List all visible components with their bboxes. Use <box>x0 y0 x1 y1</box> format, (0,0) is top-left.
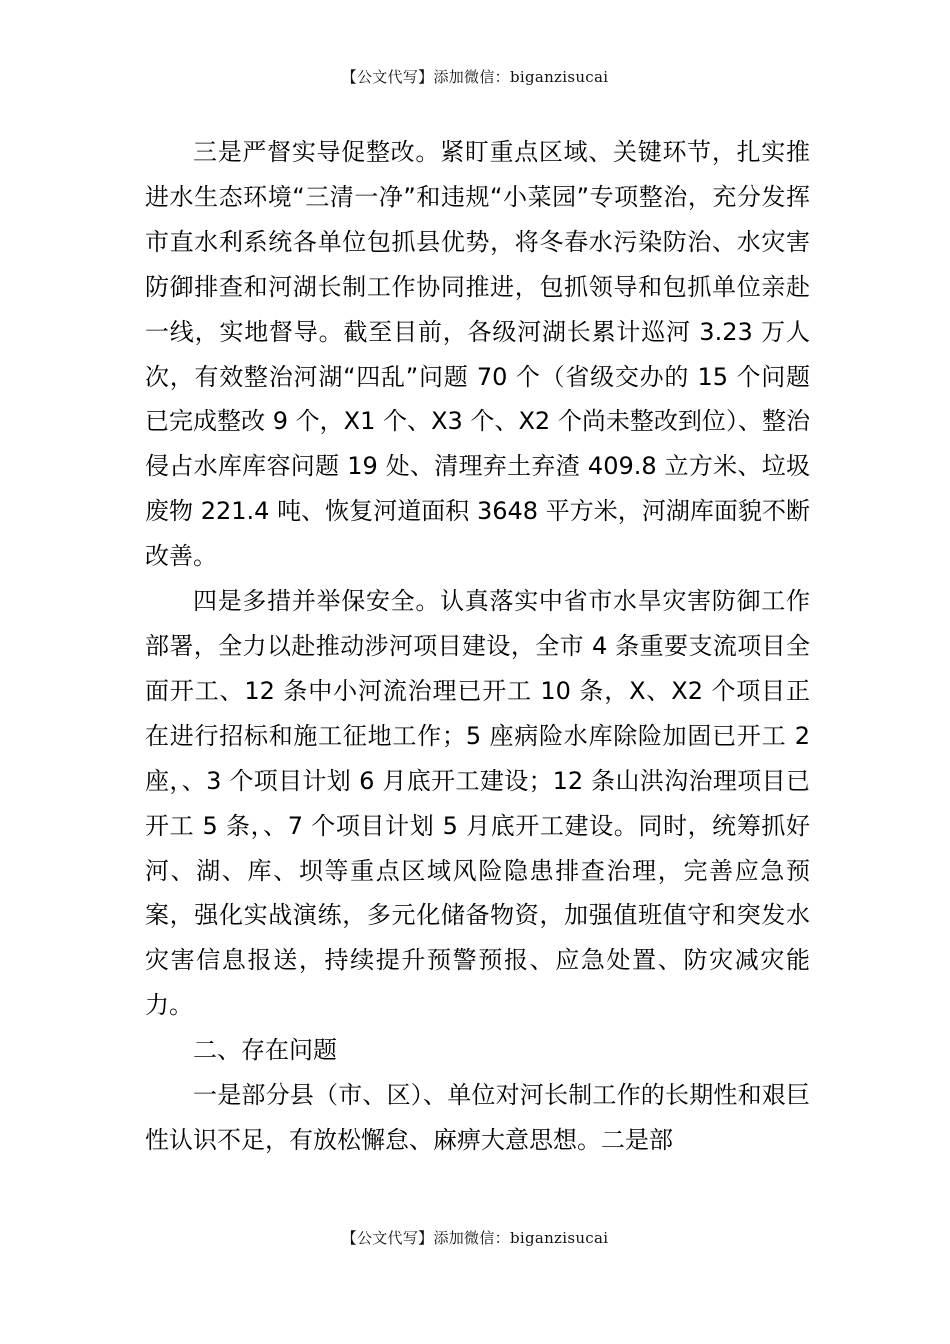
paragraph-section-3: 三是严督实导促整改。紧盯重点区域、关键环节，扎实推进水生态环境“三清一净”和违规“小菜园”专项整治，充分发挥市直水利系统各单位包抓县优势，将冬春水污染防治、水灾害防御排查和河湖长制工作协同推进，包抓领导和包抓单位亲赴一线，实地督导。截至目前，各级河湖长累计巡河 3.23 万人次，有效整治河湖“四乱”问题 70 个（省级交办的 15 个问题已完成整改 9 个，X1 个、X3 个、X2 个尚未整改到位）、整治侵占水库库容问题 19 处、清理弃土弃渣 409.8 立方米、垃圾废物 221.4 吨、恢复河道面积 3648 平方米，河湖库面貌不断改善。 <box>145 138 810 571</box>
page-footer: 【公文代写】添加微信：biganzisucai <box>341 1229 609 1247</box>
paragraph-section-4: 四是多措并举保安全。认真落实中省市水旱灾害防御工作部署，全力以赴推动涉河项目建设，全市 4 条重要支流项目全面开工、12 条中小河流治理已开工 10 条，X、X2 个项目正在进行招标和施工征地工作；5 座病险水库除险加固已开工 2 座，、3 个项目计划 6 月底开工建设；12 条山洪沟治理项目已开工 5 条，、7 个项目计划 5 月底开工建设。同时，统筹抓好河、湖、库、坝等重点区域风险隐患排查治理，完善应急预案，强化实战演练，多元化储备物资，加强值班值守和突发水灾害信息报送，持续提升预警预报、应急处置、防灾减灾能力。 <box>145 587 810 1020</box>
heading-existing-problems: 二、存在问题 <box>193 1036 337 1065</box>
document-body <box>145 130 810 1163</box>
page-header: 【公文代写】添加微信：biganzisucai <box>341 68 609 86</box>
paragraph-problems: 一是部分县（市、区）、单位对河长制工作的长期性和艰巨性认识不足，有放松懈怠、麻痹大意思想。二是部 <box>145 1081 810 1154</box>
